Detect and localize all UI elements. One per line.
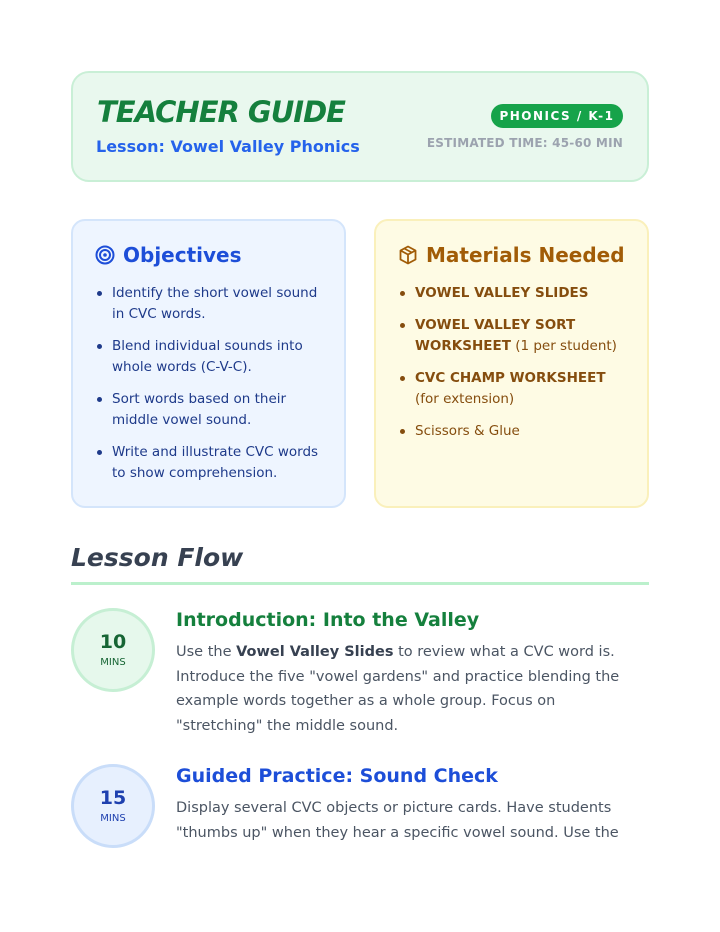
objective-item: Sort words based on their middle vowel sound. [95,389,322,431]
step-text-part: Display several CVC objects or picture cards. Have students "thumbs up" when they hear a specific vowel sound. Use the [176,800,619,841]
step-description [176,796,646,845]
section-divider [71,582,649,585]
objective-item: Blend individual sounds into whole words (C-V-C). [95,336,322,378]
step-title: Introduction: Into the Valley [176,609,480,631]
objectives-card [71,219,346,508]
duration-unit: MINS [100,812,126,824]
lesson-flow-title: Lesson Flow [71,543,244,572]
duration-minutes: 15 [99,786,127,809]
duration-circle [71,764,155,848]
materials-card [374,219,649,508]
step-text-part: to review what a CVC word is. Introduce the five "vowel gardens" and practice blending the example words together as a whole group. Focus on "stretching" the middle sound. [176,644,620,734]
step-body [176,762,646,845]
material-name: VOWEL VALLEY SORT WORKSHEET [415,317,576,354]
duration-circle [71,608,155,692]
objectives-title: Objectives [123,243,242,267]
material-item [398,315,625,357]
material-item [398,283,625,304]
box-icon [398,245,418,265]
material-name: VOWEL VALLEY SLIDES [415,285,589,301]
material-note: Scissors & Glue [415,423,520,439]
estimated-time: ESTIMATED TIME: 45-60 MIN [426,136,623,150]
material-item [398,368,625,410]
duration-unit: MINS [100,656,126,668]
step-title: Guided Practice: Sound Check [176,765,498,787]
step-body [176,606,646,738]
material-name: CVC CHAMP WORKSHEET [415,370,606,386]
material-note: (for extension) [415,391,515,407]
materials-header [398,243,625,267]
materials-title: Materials Needed [426,243,625,267]
target-icon [95,245,115,265]
header-card [71,71,649,182]
objectives-list [95,283,322,484]
step-description [176,640,646,738]
objectives-header [95,243,322,267]
step-text-part: Use the [176,644,237,660]
materials-list [398,283,625,442]
objective-item: Write and illustrate CVC words to show comprehension. [95,442,322,484]
lesson-name: Lesson: Vowel Valley Phonics [96,137,360,156]
objective-item: Identify the short vowel sound in CVC words. [95,283,322,325]
subject-badge: PHONICS / K-1 [491,104,623,128]
step-text-emphasis: Vowel Valley Slides [236,644,394,660]
material-note: (1 per student) [510,338,617,354]
material-item [398,421,625,442]
duration-minutes: 10 [99,630,127,653]
page-title: TEACHER GUIDE [97,95,345,129]
